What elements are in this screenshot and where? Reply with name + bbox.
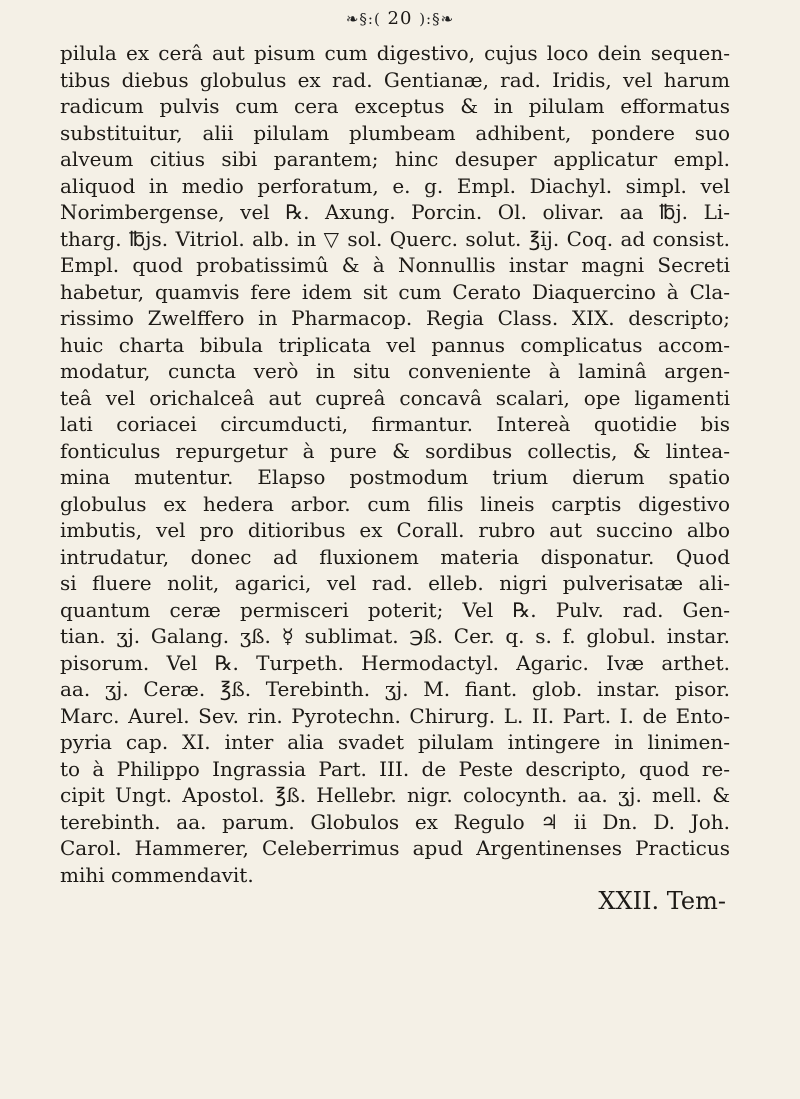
text-line: tibus diebus globulus ex rad. Gentianæ, rad. Iridis, vel harum bbox=[60, 67, 730, 92]
text-line: rissimo Zwelffero in Pharmacop. Regia Class. XIX. descripto; bbox=[60, 306, 730, 330]
text-line: habetur, quamvis fere idem sit cum Cerato Diaquercino à Cla- bbox=[60, 279, 730, 304]
text-line: radicum pulvis cum cera exceptus & in pilulam efformatus bbox=[60, 94, 730, 118]
text-line: cipit Ungt. Apostol. ℥ß. Hellebr. nigr. colocynth. aa. ʒj. mell. & bbox=[60, 783, 730, 807]
text-line: to à Philippo Ingrassia Part. III. de Peste descripto, quod re- bbox=[60, 756, 730, 781]
text-line: substituitur, alii pilulam plumbeam adhibent, pondere suo bbox=[60, 120, 730, 145]
text-line: si fluere nolit, agarici, vel rad. elleb. nigri pulverisatæ ali- bbox=[60, 571, 730, 595]
text-line: teâ vel orichalceâ aut cupreâ concavâ scalari, ope ligamenti bbox=[60, 385, 730, 410]
text-line: pilula ex cerâ aut pisum cum digestivo, cujus loco dein sequen- bbox=[60, 41, 730, 65]
text-line: fonticulus repurgetur à pure & sordibus collectis, & lintea- bbox=[60, 438, 730, 463]
text-line: modatur, cuncta verò in situ conveniente à laminâ argen- bbox=[60, 359, 730, 383]
text-line: Marc. Aurel. Sev. rin. Pyrotechn. Chirurg. L. II. Part. I. de Ento- bbox=[60, 703, 730, 728]
text-line: pyria cap. XI. inter alia svadet pilulam intingere in linimen- bbox=[60, 730, 730, 754]
text-line: huic charta bibula triplicata vel pannus complicatus accom- bbox=[60, 332, 730, 357]
body-text bbox=[60, 40, 730, 915]
text-line: tian. ʒj. Galang. ʒß. ☿ sublimat. ℈ß. Cer. q. s. f. globul. instar. bbox=[60, 624, 730, 648]
text-line: imbutis, vel pro ditioribus ex Corall. rubro aut succino albo bbox=[60, 518, 730, 542]
text-line: intrudatur, donec ad fluxionem materia disponatur. Quod bbox=[60, 544, 730, 569]
text-line: Empl. quod probatissimû & à Nonnullis instar magni Secreti bbox=[60, 253, 730, 277]
text-line: mihi commendavit. bbox=[60, 862, 254, 887]
text-line: tharg. ℔js. Vitriol. alb. in ▽ sol. Querc. solut. ℥ij. Coq. ad consist. bbox=[60, 226, 730, 251]
text-line: Norimbergense, vel ℞. Axung. Porcin. Ol. olivar. aa ℔j. Li- bbox=[60, 200, 730, 224]
text-line: terebinth. aa. parum. Globulos ex Regulo ♃ ii Dn. D. Joh. bbox=[60, 809, 730, 834]
text-line: alveum citius sibi parantem; hinc desuper applicatur empl. bbox=[60, 147, 730, 171]
text-line: lati coriacei circumducti, firmantur. Intereà quotidie bis bbox=[60, 412, 730, 436]
catchword: XXII. Tem- bbox=[598, 888, 726, 915]
text-line: globulus ex hedera arbor. cum filis lineis carptis digestivo bbox=[60, 491, 730, 516]
text-line: aliquod in medio perforatum, e. g. Empl. Diachyl. simpl. vel bbox=[60, 173, 730, 198]
text-line: mina mutentur. Elapso postmodum trium dierum spatio bbox=[60, 465, 730, 489]
page-header bbox=[0, 8, 800, 29]
text-line: aa. ʒj. Ceræ. ℥ß. Terebinth. ʒj. M. fiant. glob. instar. pisor. bbox=[60, 677, 730, 701]
text-line: Carol. Hammerer, Celeberrimus apud Argentinenses Practicus bbox=[60, 836, 730, 860]
text-line: quantum ceræ permisceri poterit; Vel ℞. Pulv. rad. Gen- bbox=[60, 597, 730, 622]
page-number: 20 bbox=[387, 8, 413, 29]
header-ornament-right: ):§❧ bbox=[419, 10, 455, 28]
header-ornament-left: ❧§:( bbox=[345, 10, 381, 28]
text-line: pisorum. Vel ℞. Turpeth. Hermodactyl. Agaric. Ivæ arthet. bbox=[60, 650, 730, 675]
